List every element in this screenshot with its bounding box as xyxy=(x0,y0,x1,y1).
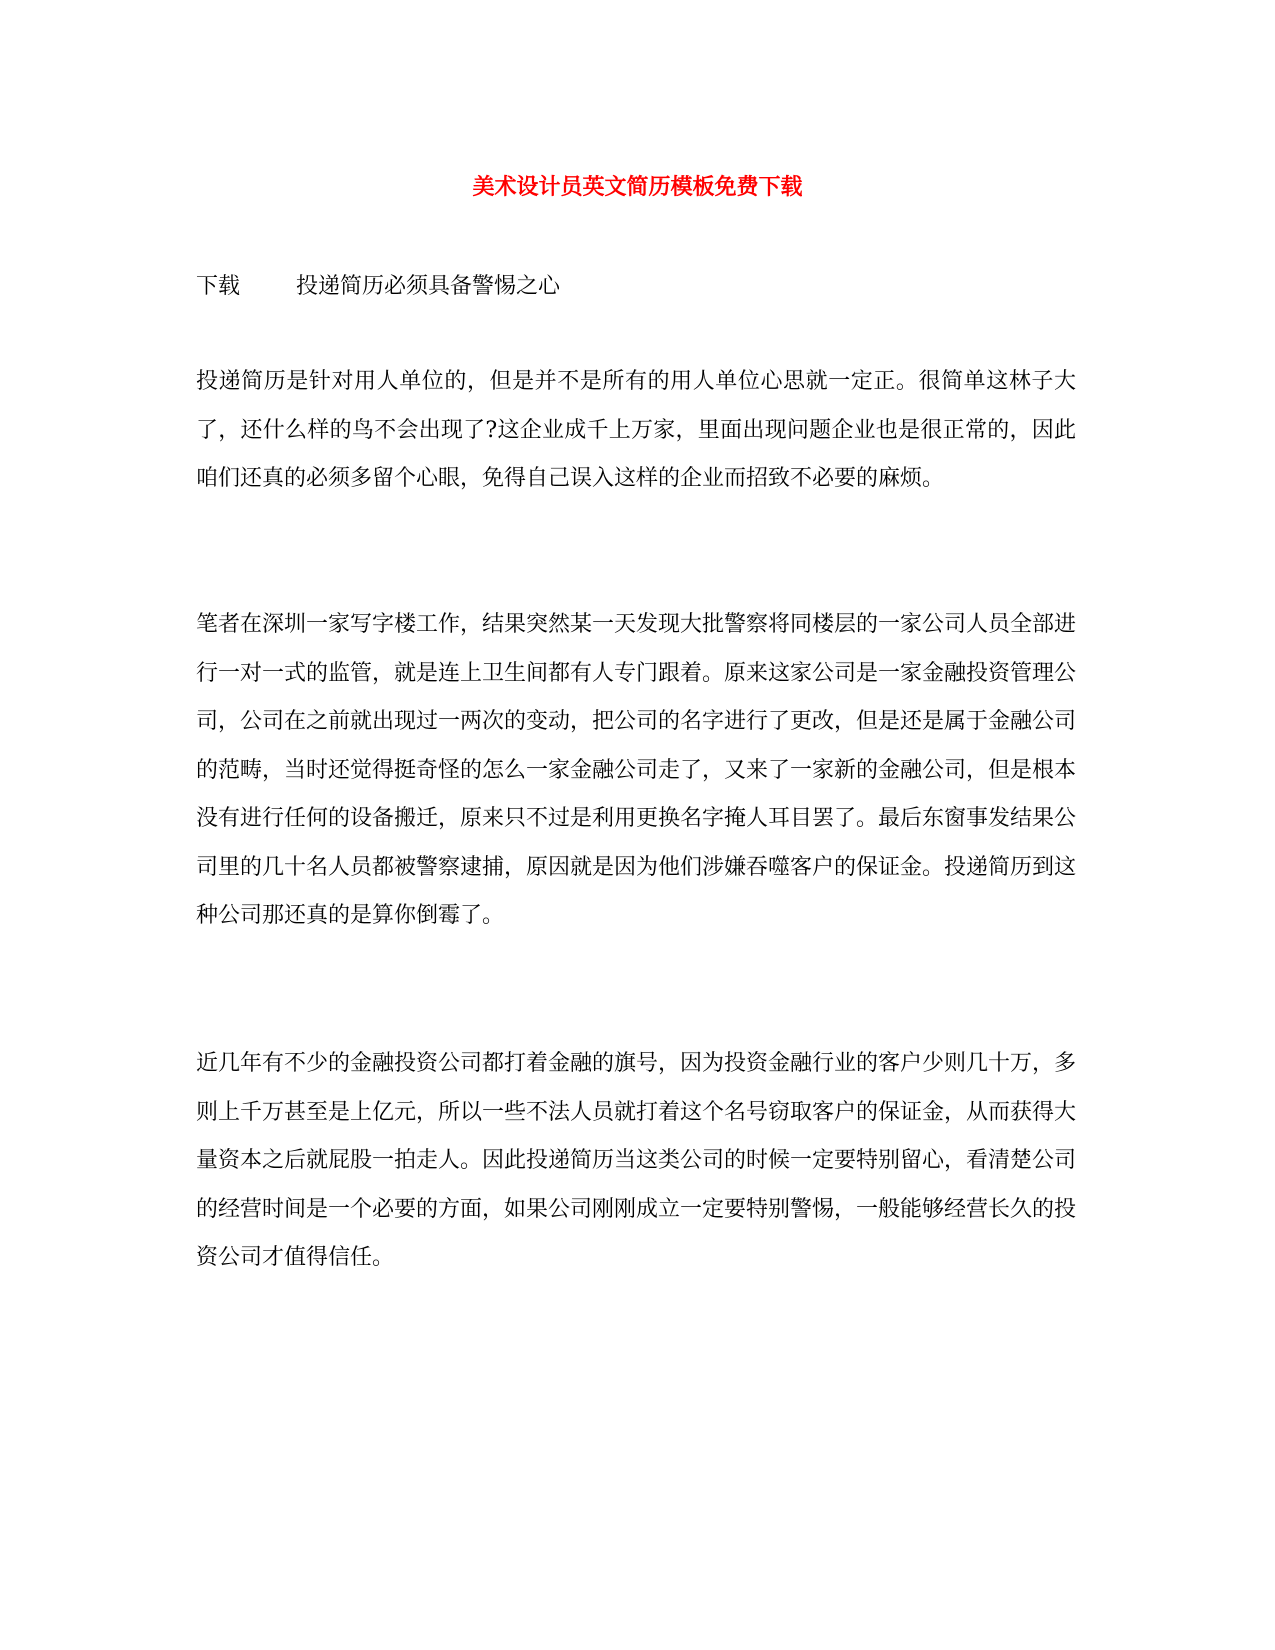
paragraph-2: 笔者在深圳一家写字楼工作，结果突然某一天发现大批警察将同楼层的一家公司人员全部进行一对一式的监管，就是连上卫生间都有人专门跟着。原来这家公司是一家金融投资管理公司，公司在之前就出现过一两次的变动，把公司的名字进行了更改，但是还是属于金融公司的范畴，当时还觉得挺奇怪的怎么一家金融公司走了，又来了一家新的金融公司，但是根本没有进行任何的设备搬迁，原来只不过是利用更换名字掩人耳目罢了。最后东窗事发结果公司里的几十名人员都被警察逮捕，原因就是因为他们涉嫌吞噬客户的保证金。投递简历到这种公司那还真的是算你倒霉了。 xyxy=(196,612,1077,928)
paragraph-1: 投递简历是针对用人单位的，但是并不是所有的用人单位心思就一定正。很简单这林子大了，还什么样的鸟不会出现了?这企业成千上万家，里面出现问题企业也是很正常的，因此咱们还真的必须多留个心眼，免得自己误入这样的企业而招致不必要的麻烦。 xyxy=(196,369,1076,491)
section-heading xyxy=(196,272,560,302)
section-heading-lead: 下载 xyxy=(196,274,241,299)
paragraph-3: 近几年有不少的金融投资公司都打着金融的旗号，因为投资金融行业的客户少则几十万，多则上千万甚至是上亿元，所以一些不法人员就打着这个名号窃取客户的保证金，从而获得大量资本之后就屁股一拍走人。因此投递简历当这类公司的时候一定要特别留心，看清楚公司的经营时间是一个必要的方面，如果公司刚刚成立一定要特别警惕，一般能够经营长久的投资公司才值得信任。 xyxy=(196,1051,1077,1270)
section-heading-text: 投递简历必须具备警惕之心 xyxy=(296,274,561,299)
document-title: 美术设计员英文简历模板免费下载 xyxy=(472,174,803,200)
